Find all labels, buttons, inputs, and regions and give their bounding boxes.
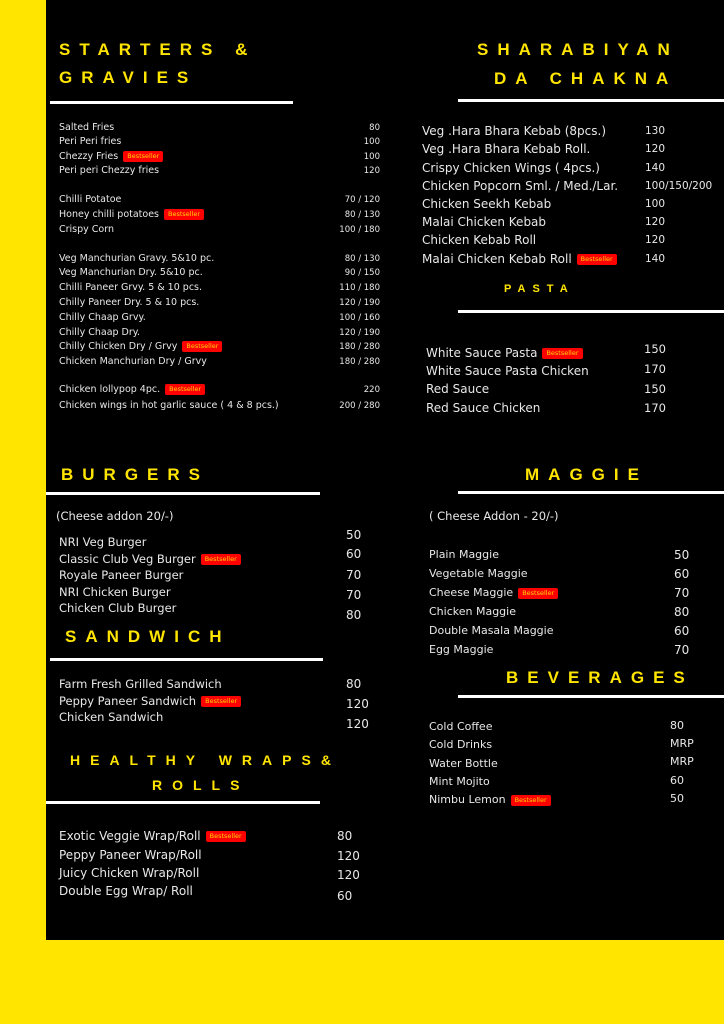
menu-item	[59, 384, 205, 395]
menu-item	[59, 677, 222, 691]
menu-item	[59, 341, 222, 352]
menu-item	[59, 710, 163, 724]
menu-item	[429, 567, 528, 580]
menu-item	[59, 165, 159, 176]
menu-item-price: 140	[645, 252, 666, 265]
burgers-cheese-note: (Cheese addon 20/-)	[56, 509, 174, 523]
menu-item	[426, 346, 583, 360]
menu-item-price: 80	[337, 828, 353, 843]
menu-item-price: 100 / 180	[339, 224, 380, 235]
menu-item-name: Peri peri Chezzy fries	[59, 165, 160, 177]
menu-item	[59, 136, 121, 147]
menu-item-price: 50	[670, 792, 684, 806]
menu-item-name: Chicken Maggie	[429, 605, 516, 619]
menu-item	[59, 568, 183, 582]
menu-item	[59, 535, 146, 549]
menu-item-name: Chicken Club Burger	[59, 601, 177, 616]
sandwich-title: SANDWICH	[65, 627, 231, 646]
menu-item-price: 120	[645, 233, 666, 246]
menu-item-name: Chilly Chaap Dry.	[59, 327, 141, 339]
bestseller-badge: Bestseller	[182, 341, 222, 352]
menu-item-name: Peri Peri fries	[59, 136, 122, 148]
menu-item-name: Cold Coffee	[429, 720, 493, 734]
menu-item-price: 80	[346, 676, 362, 691]
menu-item	[59, 297, 199, 308]
beverages-title: BEVERAGES	[506, 668, 694, 687]
menu-item-name: Veg .Hara Bhara Kebab Roll.	[422, 141, 591, 156]
menu-item-name: Double Egg Wrap/ Roll	[59, 883, 193, 898]
menu-item-name: Chilli Paneer Grvy. 5 & 10 pcs.	[59, 282, 203, 294]
menu-item-name: Classic Club Veg Burger	[59, 552, 196, 567]
menu-item-name: Water Bottle	[429, 757, 498, 771]
menu-item	[59, 194, 121, 205]
wraps-divider	[46, 801, 320, 804]
menu-item-price: 50	[346, 527, 362, 542]
menu-item-name: Chilly Paneer Dry. 5 & 10 pcs.	[59, 297, 200, 309]
burgers-title: BURGERS	[61, 465, 210, 484]
menu-item-name: Malai Chicken Kebab Roll	[422, 251, 572, 266]
menu-item-price: 120	[346, 716, 369, 731]
menu-item-price: 50	[674, 547, 690, 562]
menu-item-name: Chicken Kebab Roll	[422, 232, 537, 247]
menu-item	[59, 209, 204, 220]
beverages-divider	[458, 695, 724, 698]
chakna-divider	[458, 99, 724, 102]
menu-item-name: Nimbu Lemon	[429, 793, 506, 807]
menu-item-price: 70	[346, 587, 362, 602]
menu-item-price: 80	[369, 122, 380, 133]
menu-item-name: Veg .Hara Bhara Kebab (8pcs.)	[422, 123, 607, 138]
menu-item-name: Mint Mojito	[429, 775, 490, 789]
menu-item-name: Peppy Paneer Wrap/Roll	[59, 847, 202, 862]
menu-item-name: Egg Maggie	[429, 643, 494, 657]
menu-item-name: Crispy Chicken Wings ( 4pcs.)	[422, 160, 600, 175]
menu-item-name: Farm Fresh Grilled Sandwich	[59, 677, 222, 692]
menu-item	[429, 738, 492, 751]
menu-item-price: 170	[644, 401, 666, 416]
menu-item	[59, 601, 176, 615]
menu-item	[429, 548, 499, 561]
menu-item	[422, 215, 546, 229]
menu-item-price: 130	[645, 124, 666, 137]
menu-item-name: Chicken Popcorn Sml. / Med./Lar.	[422, 178, 619, 193]
menu-item-name: Veg Manchurian Dry. 5&10 pc.	[59, 267, 203, 279]
menu-item-name: Chezzy Fries	[59, 151, 119, 163]
menu-item-price: 120	[337, 867, 360, 882]
menu-item-price: 60	[674, 623, 690, 638]
bestseller-badge: Bestseller	[577, 254, 617, 265]
menu-item-name: Juicy Chicken Wrap/Roll	[59, 865, 200, 880]
menu-item	[59, 312, 146, 323]
menu-item	[426, 401, 540, 415]
menu-item-price: 70	[346, 567, 362, 582]
bestseller-badge: Bestseller	[201, 696, 241, 707]
chakna-title-line1: SHARABIYAN	[477, 40, 679, 59]
menu-item-price: 120	[337, 848, 360, 863]
menu-item-price: 120 / 190	[339, 327, 380, 338]
menu-item-name: Chicken Seekh Kebab	[422, 196, 552, 211]
menu-item-price: 60	[337, 888, 353, 903]
menu-item-name: Chilly Chicken Dry / Grvy	[59, 341, 178, 353]
bestseller-badge: Bestseller	[123, 151, 163, 162]
menu-item-price: 100	[363, 136, 380, 147]
menu-item-price: 100	[363, 151, 380, 162]
menu-item-price: 170	[644, 362, 666, 377]
menu-item-name: Chilli Potatoe	[59, 194, 122, 206]
menu-item-name: Chicken wings in hot garlic sauce ( 4 & 8 pcs.)	[59, 400, 279, 412]
menu-item-name: White Sauce Pasta	[426, 345, 538, 360]
menu-item	[59, 400, 279, 411]
menu-item-price: 70 / 120	[344, 194, 380, 205]
menu-item-name: Chicken Sandwich	[59, 710, 164, 725]
menu-item-price: 150	[644, 382, 666, 397]
maggie-title: MAGGIE	[525, 465, 648, 484]
menu-item-price: 100	[645, 197, 666, 210]
menu-item	[429, 586, 558, 599]
menu-item	[59, 829, 246, 843]
menu-item	[429, 624, 554, 637]
menu-item	[422, 233, 536, 247]
menu-item	[59, 585, 171, 599]
starters-divider	[50, 101, 293, 104]
menu-item-price: 100 / 160	[339, 312, 380, 323]
menu-item-name: Cold Drinks	[429, 738, 493, 752]
menu-item-price: 220	[363, 384, 380, 395]
menu-item	[59, 356, 207, 367]
menu-item	[59, 694, 241, 708]
menu-item-price: 70	[674, 642, 690, 657]
menu-item-name: Royale Paneer Burger	[59, 568, 184, 583]
wraps-title-line1: HEALTHY WRAPS&	[70, 752, 341, 768]
sandwich-divider	[50, 658, 323, 661]
bestseller-badge: Bestseller	[511, 795, 551, 806]
menu-item-name: Peppy Paneer Sandwich	[59, 694, 197, 709]
menu-item	[59, 327, 140, 338]
menu-item-price: 60	[674, 566, 690, 581]
menu-item	[422, 142, 590, 156]
maggie-cheese-note: ( Cheese Addon - 20/-)	[429, 509, 559, 523]
menu-item	[426, 382, 489, 396]
menu-item-price: MRP	[670, 737, 694, 751]
menu-item	[59, 848, 202, 862]
menu-item-price: 120	[346, 696, 369, 711]
menu-item-name: Chilly Chaap Grvy.	[59, 312, 146, 324]
menu-item-name: Honey chilli potatoes	[59, 209, 160, 221]
menu-item	[59, 267, 203, 278]
menu-item-price: 180 / 280	[339, 356, 380, 367]
menu-item	[59, 282, 202, 293]
menu-item-name: Chicken lollypop 4pc.	[59, 384, 161, 396]
menu-item-price: 80 / 130	[344, 253, 380, 264]
menu-item-price: 80 / 130	[344, 209, 380, 220]
menu-item-name: Malai Chicken Kebab	[422, 214, 547, 229]
bestseller-badge: Bestseller	[206, 831, 246, 842]
menu-item	[59, 552, 241, 566]
menu-item-name: Exotic Veggie Wrap/Roll	[59, 828, 201, 843]
menu-item-price: 60	[670, 774, 684, 788]
menu-item-price: 110 / 180	[339, 282, 380, 293]
menu-item-price: 80	[346, 607, 362, 622]
menu-item-price: 150	[644, 342, 666, 357]
menu-item-name: Salted Fries	[59, 122, 115, 134]
burgers-divider	[46, 492, 320, 495]
menu-item	[429, 757, 498, 770]
bestseller-badge: Bestseller	[164, 209, 204, 220]
menu-item	[59, 866, 199, 880]
pasta-title: PASTA	[504, 283, 575, 295]
starters-title-line1: STARTERS &	[59, 40, 257, 59]
menu-item-price: MRP	[670, 755, 694, 769]
menu-item-name: Red Sauce Chicken	[426, 400, 541, 415]
menu-item-name: White Sauce Pasta Chicken	[426, 363, 589, 378]
menu-item-price: 120 / 190	[339, 297, 380, 308]
pasta-divider	[458, 310, 724, 313]
menu-item	[429, 775, 490, 788]
menu-item	[422, 197, 551, 211]
menu-item	[59, 224, 114, 235]
menu-item-price: 90 / 150	[344, 267, 380, 278]
wraps-title-line2: ROLLS	[152, 777, 250, 793]
bestseller-badge: Bestseller	[518, 588, 558, 599]
menu-item-name: Vegetable Maggie	[429, 567, 528, 581]
menu-item	[59, 253, 214, 264]
menu-item-price: 80	[670, 719, 684, 733]
menu-item-price: 140	[645, 161, 666, 174]
menu-item	[429, 643, 493, 656]
menu-item-name: Veg Manchurian Gravy. 5&10 pc.	[59, 253, 215, 265]
menu-item	[429, 720, 492, 733]
menu-item-name: Plain Maggie	[429, 548, 499, 562]
menu-item	[422, 124, 606, 138]
bestseller-badge: Bestseller	[542, 348, 582, 359]
bestseller-badge: Bestseller	[165, 384, 205, 395]
menu-item-price: 120	[645, 142, 666, 155]
menu-item-price: 120	[363, 165, 380, 176]
menu-item-price: 180 / 280	[339, 341, 380, 352]
menu-item	[422, 252, 617, 266]
menu-item	[429, 793, 551, 806]
menu-item	[59, 151, 163, 162]
menu-item-price: 60	[346, 546, 362, 561]
starters-title-line2: GRAVIES	[59, 68, 198, 87]
menu-item-name: Chicken Manchurian Dry / Grvy	[59, 356, 207, 368]
menu-item	[59, 884, 193, 898]
menu-item	[59, 122, 114, 133]
menu-item-name: Double Masala Maggie	[429, 624, 554, 638]
menu-item-price: 70	[674, 585, 690, 600]
menu-item	[426, 364, 589, 378]
menu-item-price: 200 / 280	[339, 400, 380, 411]
menu-item-name: NRI Veg Burger	[59, 535, 147, 550]
menu-item-price: 120	[645, 215, 666, 228]
menu-item	[422, 179, 618, 193]
bestseller-badge: Bestseller	[201, 554, 241, 565]
menu-item-name: Crispy Corn	[59, 224, 115, 236]
menu-item-name: Red Sauce	[426, 381, 490, 396]
menu-item-name: Cheese Maggie	[429, 586, 514, 600]
menu-item-name: NRI Chicken Burger	[59, 585, 171, 600]
menu-item	[422, 161, 600, 175]
menu-item-price: 100/150/200	[645, 179, 713, 192]
menu-item-price: 80	[674, 604, 690, 619]
chakna-title-line2: DA CHAKNA	[494, 69, 678, 88]
maggie-divider	[458, 491, 724, 494]
menu-item	[429, 605, 516, 618]
